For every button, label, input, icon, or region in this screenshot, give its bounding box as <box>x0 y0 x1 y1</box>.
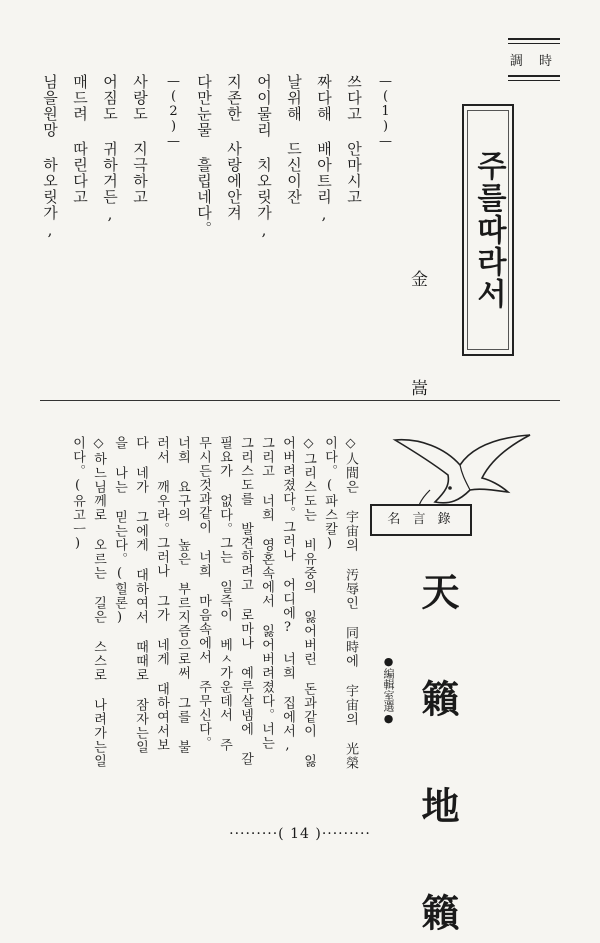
essay-column: 그리고 너희 영혼속에서 잃어버려졌다。너는 <box>259 436 274 750</box>
poem-line: 사랑도 지극하고 <box>131 74 149 205</box>
essay-column: 무시든것과같이 너희 마음속에서 주무신다。 <box>196 436 211 750</box>
poem-line: 어짐도 귀하거든, <box>101 74 119 224</box>
essay-column: ◇하느님께로 오르는 길은 스스로 나려가는일 <box>91 436 106 768</box>
poem-line: 어이물리 치오릿가, <box>255 74 273 240</box>
poem-line: 님을원망 하오릿가, <box>41 74 59 240</box>
essay-title: 天 籟 地 籟 <box>415 572 460 943</box>
poem-title-box <box>462 104 514 356</box>
poem-title: 주를따라서 <box>471 150 506 310</box>
header-rule-top <box>508 38 560 44</box>
essay-column: 을 나는 믿는다。(힐론) <box>112 436 127 626</box>
section-label-text: 調 時 <box>509 54 559 69</box>
poem-line: 지존한 사랑에안겨 <box>225 74 243 221</box>
section-divider <box>40 400 560 401</box>
essay-column: ◇그리스도는 비유중의 잃어버린 돈과같이 잃 <box>301 436 316 768</box>
essay-column: ◇人間은 宇宙의 汚辱인 同時에 宇宙의 光榮 <box>343 436 358 770</box>
page-number: ·········( 14 )········· <box>229 826 371 842</box>
poem-line: 다만눈물 흘립네다。 <box>195 74 213 237</box>
poem-line: 매드려 따린다고 <box>71 74 89 205</box>
section-header <box>508 38 560 81</box>
essay-column: 필요가 없다。그는 일즉이 베ㅅ가운데서 주 <box>217 436 232 752</box>
poem-title-inner <box>467 110 509 350</box>
essay-column: 그리스도를 발견하려고 로마나 예루살넴에 갈 <box>238 436 253 766</box>
quote-label: 名 言 錄 <box>370 504 472 536</box>
essay-column: 이다。(파스칼) <box>322 436 337 552</box>
essay-column: 다 네가 그에게 대하여서 때때로 잠자는일 <box>133 436 148 754</box>
essay-column: 러서 깨우라。그러나 그가 네게 대하여서보 <box>154 436 169 752</box>
poem-line: 짜다해 배아트리, <box>315 74 333 224</box>
poem-part1-marker: —(1)— <box>378 74 393 149</box>
essay-column: 너희 요구의 높은 부르지즘으로써 그를 불 <box>175 436 190 754</box>
header-rule-bottom <box>508 75 560 81</box>
essay-column: 어버려졌다。그러나 어디에? 너희 집에서, <box>280 436 295 754</box>
editor-credit: ●編輯室選● <box>382 655 395 725</box>
essay-column: 이다。(유고ㅡ) <box>70 436 85 552</box>
poem-line: 날위해 드신이잔 <box>285 74 303 205</box>
poem-part2-marker: —(2)— <box>166 74 181 149</box>
poem-line: 쓰다고 안마시고 <box>345 74 363 205</box>
poem-author: 金 嵩 <box>407 270 427 432</box>
